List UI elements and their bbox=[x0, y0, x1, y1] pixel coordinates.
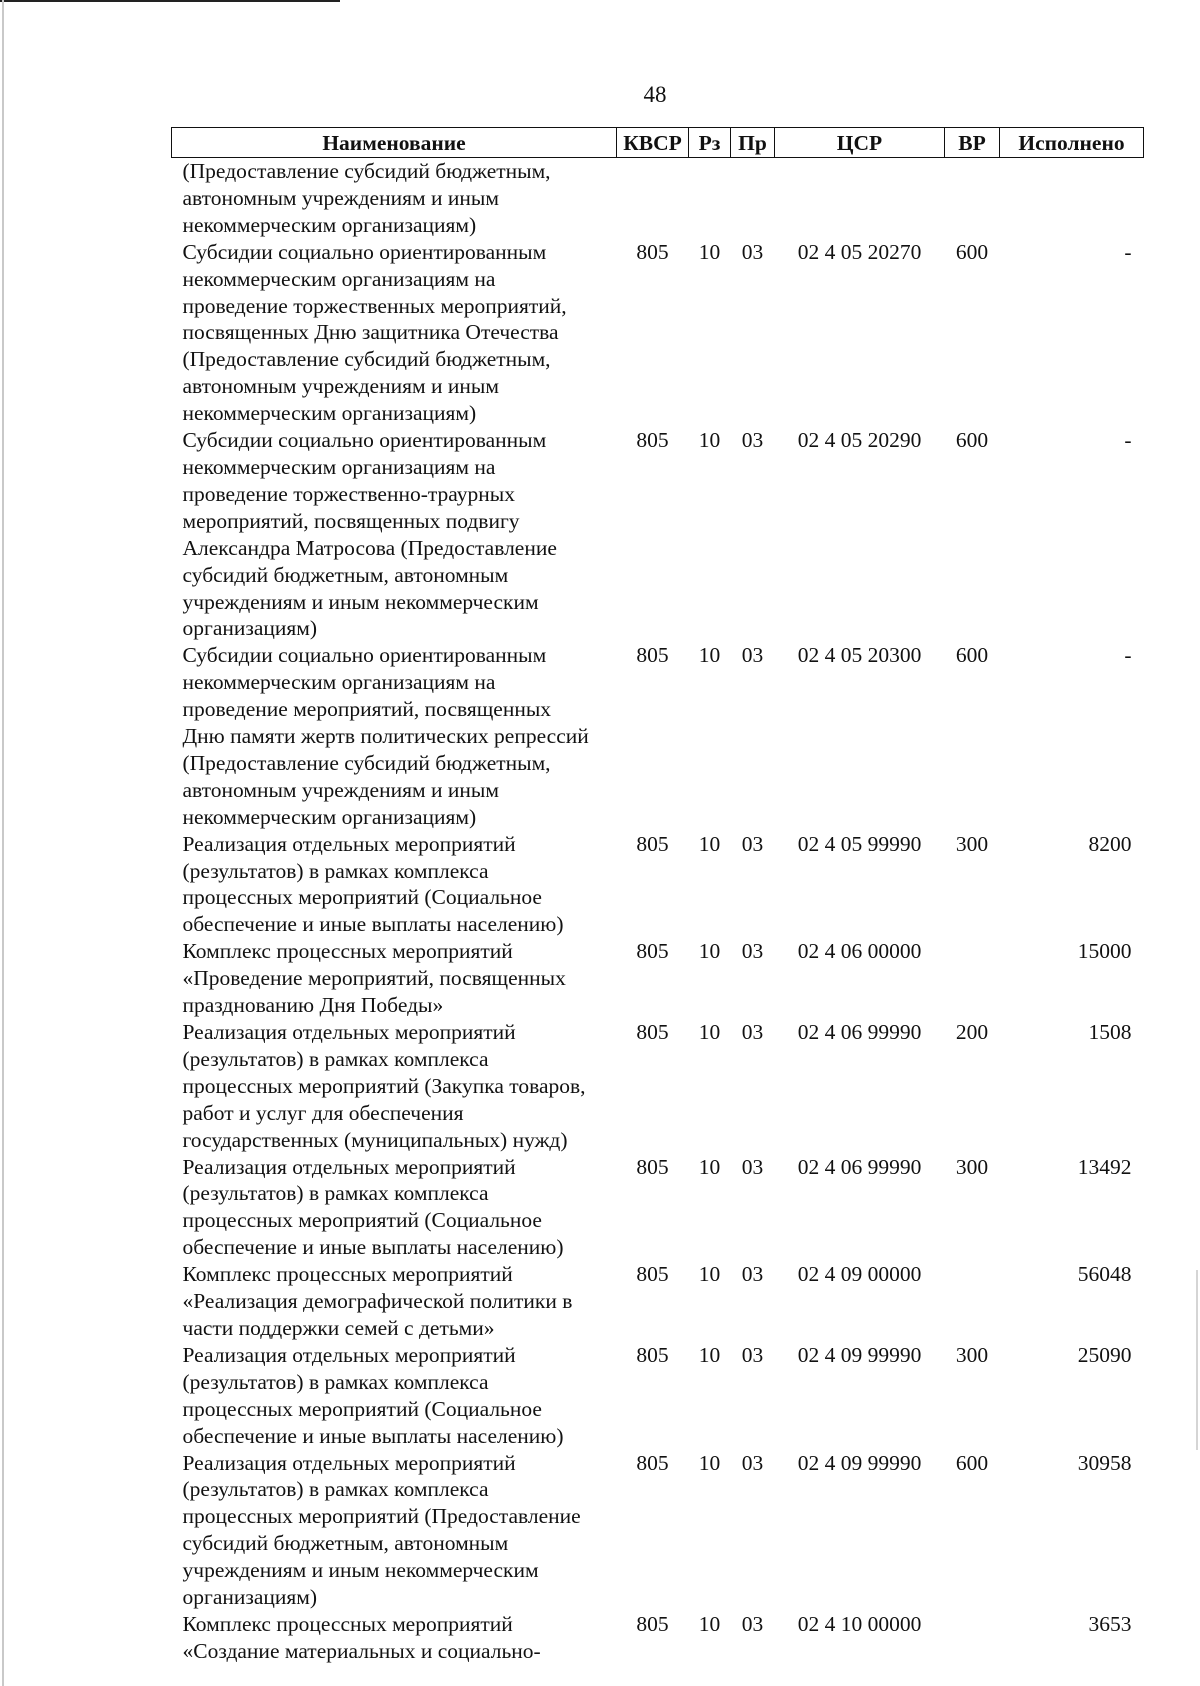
cell-pr bbox=[731, 158, 775, 239]
header-executed: Исполнено bbox=[1000, 128, 1144, 158]
cell-vr: 600 bbox=[955, 643, 989, 668]
cell-vr: 600 bbox=[955, 1450, 989, 1475]
cell-name: Субсидии социально ориентированным некоммерческим организациям на проведение торжественных мероприятий, посвященных Дню защитника Отечества (Предоставление субсидий бюджетным, автономным учреждениям и иным некоммерческим организациям) bbox=[182, 239, 567, 426]
cell-vr: 300 bbox=[955, 1342, 989, 1367]
table-row bbox=[172, 1154, 1144, 1262]
table-row bbox=[172, 158, 1144, 239]
scan-edge-top bbox=[0, 0, 340, 2]
cell-pr: 03 bbox=[741, 1342, 764, 1367]
table-row bbox=[172, 1019, 1144, 1154]
header-name: Наименование bbox=[172, 128, 617, 158]
scan-edge-left bbox=[2, 0, 4, 1686]
cell-executed: 25090 bbox=[1077, 1342, 1132, 1367]
cell-name: Субсидии социально ориентированным некоммерческим организациям на проведение мероприятий, посвященных Дню памяти жертв политических репрессий (Предоставление субсидий бюджетным, автономным учреждениям и иным некоммерческим организациям) bbox=[182, 643, 589, 829]
page-number: 48 bbox=[643, 82, 667, 107]
scan-edge-right bbox=[1196, 1270, 1198, 1450]
cell-name: Комплекс процессных мероприятий «Создание материальных и социально- bbox=[182, 1611, 541, 1663]
cell-rz: 10 bbox=[698, 643, 721, 668]
cell-csr: 02 4 06 00000 bbox=[797, 939, 922, 964]
cell-rz: 10 bbox=[698, 1154, 721, 1179]
cell-name: Реализация отдельных мероприятий (результатов) в рамках комплекса процессных мероприятий (Социальное обеспечение и иные выплаты населению) bbox=[182, 1154, 564, 1260]
cell-pr: 03 bbox=[741, 831, 764, 856]
table-row bbox=[172, 1450, 1144, 1611]
table-header-row bbox=[172, 128, 1144, 158]
cell-kvsr: 805 bbox=[636, 831, 669, 856]
cell-name: Комплекс процессных мероприятий «Реализация демографической политики в части поддержки семей с детьми» bbox=[182, 1262, 573, 1340]
table-row bbox=[172, 938, 1144, 1019]
cell-csr: 02 4 09 99990 bbox=[797, 1342, 922, 1367]
cell-executed: 15000 bbox=[1077, 939, 1132, 964]
table-row bbox=[172, 831, 1144, 939]
cell-vr: 300 bbox=[955, 1154, 989, 1179]
cell-name: Комплекс процессных мероприятий «Проведение мероприятий, посвященных празднованию Дня Победы» bbox=[182, 939, 566, 1018]
cell-vr: 600 bbox=[955, 428, 989, 453]
cell-kvsr: 805 bbox=[636, 1020, 669, 1044]
cell-executed: 56048 bbox=[1077, 1262, 1132, 1287]
cell-rz: 10 bbox=[698, 239, 721, 264]
cell-kvsr: 805 bbox=[636, 939, 669, 964]
cell-executed: - bbox=[1124, 239, 1132, 264]
cell-pr: 03 bbox=[741, 239, 764, 264]
table-row bbox=[172, 1611, 1144, 1665]
cell-csr: 02 4 06 99990 bbox=[797, 1154, 922, 1179]
header-vr: ВР bbox=[945, 128, 1000, 158]
cell-rz bbox=[689, 158, 731, 239]
cell-kvsr: 805 bbox=[636, 1262, 669, 1287]
budget-table bbox=[171, 127, 1144, 1665]
cell-executed: - bbox=[1124, 643, 1132, 668]
cell-pr: 03 bbox=[741, 939, 764, 964]
cell-executed: 13492 bbox=[1077, 1154, 1132, 1179]
cell-vr bbox=[945, 1611, 1000, 1665]
cell-csr: 02 4 05 20300 bbox=[797, 643, 922, 668]
cell-csr: 02 4 06 99990 bbox=[797, 1020, 922, 1044]
cell-name: Реализация отдельных мероприятий (результатов) в рамках комплекса процессных мероприятий (Социальное обеспечение и иные выплаты населению) bbox=[182, 831, 564, 937]
cell-pr: 03 bbox=[741, 1154, 764, 1179]
header-kvsr: КВСР bbox=[617, 128, 689, 158]
cell-rz: 10 bbox=[698, 939, 721, 964]
cell-kvsr: 805 bbox=[636, 1342, 669, 1367]
cell-csr: 02 4 10 00000 bbox=[797, 1611, 922, 1636]
cell-csr: 02 4 09 99990 bbox=[797, 1450, 922, 1475]
cell-pr: 03 bbox=[741, 1262, 764, 1287]
cell-kvsr: 805 bbox=[636, 428, 669, 453]
cell-executed: 3653 bbox=[1088, 1611, 1132, 1636]
cell-kvsr: 805 bbox=[636, 1611, 669, 1636]
table-row bbox=[172, 1261, 1144, 1342]
cell-vr: 300 bbox=[955, 831, 989, 856]
cell-name: (Предоставление субсидий бюджетным, автономным учреждениям и иным некоммерческим организациям) bbox=[182, 159, 551, 237]
cell-name: Реализация отдельных мероприятий (результатов) в рамках комплекса процессных мероприятий (Социальное обеспечение и иные выплаты населению) bbox=[182, 1342, 564, 1448]
cell-vr bbox=[945, 938, 1000, 1019]
cell-rz: 10 bbox=[698, 428, 721, 453]
cell-csr: 02 4 09 00000 bbox=[797, 1262, 922, 1287]
cell-pr: 03 bbox=[741, 1450, 764, 1475]
cell-rz: 10 bbox=[698, 1450, 721, 1475]
cell-executed: 8200 bbox=[1088, 831, 1132, 856]
cell-csr: 02 4 05 20290 bbox=[797, 428, 922, 453]
cell-csr: 02 4 05 99990 bbox=[797, 831, 922, 856]
cell-executed bbox=[1000, 158, 1144, 239]
cell-name: Субсидии социально ориентированным некоммерческим организациям на проведение торжественно-траурных мероприятий, посвященных подвигу Александра Матросова (Предоставление субсидий бюджетным, автономным учреждениям и иным некоммерческим организациям) bbox=[182, 428, 557, 641]
cell-kvsr bbox=[617, 158, 689, 239]
cell-vr bbox=[945, 1261, 1000, 1342]
cell-pr: 03 bbox=[741, 643, 764, 668]
cell-name: Реализация отдельных мероприятий (результатов) в рамках комплекса процессных мероприятий (Предоставление субсидий бюджетным, автономным учреждениям и иным некоммерческим организациям) bbox=[182, 1450, 581, 1610]
cell-rz: 10 bbox=[698, 831, 721, 856]
header-csr: ЦСР bbox=[775, 128, 945, 158]
cell-kvsr: 805 bbox=[636, 643, 669, 668]
table-row bbox=[172, 1342, 1144, 1450]
cell-rz: 10 bbox=[698, 1342, 721, 1367]
table-body bbox=[172, 158, 1144, 1665]
cell-pr: 03 bbox=[741, 1611, 764, 1636]
table-row bbox=[172, 642, 1144, 830]
cell-vr: 200 bbox=[955, 1020, 989, 1044]
cell-rz: 10 bbox=[698, 1262, 721, 1287]
cell-executed: - bbox=[1124, 428, 1132, 453]
cell-pr: 03 bbox=[741, 1020, 764, 1044]
header-pr: Пр bbox=[731, 128, 775, 158]
cell-kvsr: 805 bbox=[636, 1154, 669, 1179]
cell-name: Реализация отдельных мероприятий (результатов) в рамках комплекса процессных мероприятий (Закупка товаров, работ и услуг для обеспечения государственных (муниципальных) нужд) bbox=[182, 1020, 586, 1152]
cell-vr bbox=[945, 158, 1000, 239]
cell-csr: 02 4 05 20270 bbox=[797, 239, 922, 264]
cell-rz: 10 bbox=[698, 1611, 721, 1636]
cell-rz: 10 bbox=[698, 1020, 721, 1044]
cell-kvsr: 805 bbox=[636, 239, 669, 264]
cell-kvsr: 805 bbox=[636, 1450, 669, 1475]
cell-executed: 30958 bbox=[1077, 1450, 1132, 1475]
cell-csr bbox=[775, 158, 945, 239]
header-rz: Рз bbox=[689, 128, 731, 158]
cell-vr: 600 bbox=[955, 239, 989, 264]
table-row bbox=[172, 427, 1144, 642]
cell-executed: 1508 bbox=[1088, 1020, 1132, 1044]
table-row bbox=[172, 239, 1144, 427]
cell-pr: 03 bbox=[741, 428, 764, 453]
